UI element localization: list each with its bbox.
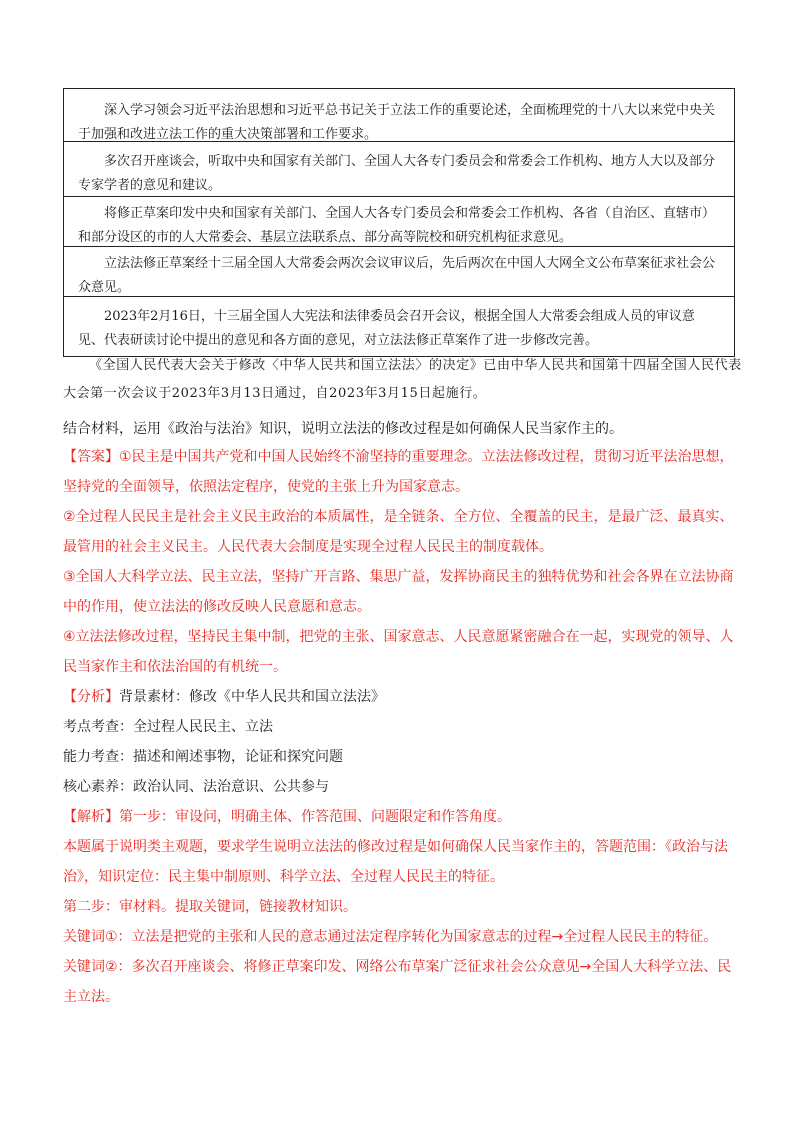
material-intro: 《全国人民代表大会关于修改〈中华人民共和国立法法〉的决定》已由中华人民共和国第十四届全国人民代表大会第一次会议于2023年3月13日通过，自2023年3月15日起施行。 [63, 358, 742, 401]
process-step: 立法法修正草案经十三届全国人大常委会两次会议审议后，先后两次在中国人大网全文公布草案征求社会公众意见。 [64, 247, 734, 297]
explanation-step1: 【解析】第一步：审设问，明确主体、作答范围、问题限定和作答角度。 [63, 809, 511, 825]
explanation-tag: 【解析】 [63, 809, 119, 825]
answer-point-3: ③全国人大科学立法、民主立法，坚持广开言路、集思广益，发挥协商民主的独特优势和社会各界在立法协商中的作用，使立法法的修改反映人民意愿和意志。 [63, 569, 734, 615]
analysis-ability: 能力考查：描述和阐述事物，论证和探究问题 [63, 749, 343, 765]
analysis-background: 【分析】背景素材：修改《中华人民共和国立法法》 [63, 689, 385, 705]
explanation-keyword-1: 关键词①：立法是把党的主张和人民的意志通过法定程序转化为国家意志的过程→全过程人民民主的特征。 [63, 929, 718, 945]
explanation-step2: 第二步：审材料。提取关键词，链接教材知识。 [63, 899, 357, 915]
answer-tag: 【答案】 [63, 449, 119, 465]
analysis-exam-points: 考点考查：全过程人民民主、立法 [63, 719, 273, 735]
analysis-literacy: 核心素养：政治认同、法治意识、公共参与 [63, 779, 329, 795]
answer-analysis-block [63, 442, 743, 1012]
process-step: 将修正草案印发中央和国家有关部门、全国人大各专门委员会和常委会工作机构、各省（自治区、直辖市）和部分设区的市的人大常委会、基层立法联系点、部分高等院校和研究机构征求意见。 [64, 197, 734, 247]
explanation-step1-detail: 本题属于说明类主观题，要求学生说明立法法的修改过程是如何确保人民当家作主的，答题范围：《政治与法治》，知识定位：民主集中制原则、科学立法、全过程人民民主的特征。 [63, 839, 728, 885]
explanation-keyword-2: 关键词②：多次召开座谈会、将修正草案印发、网络公布草案广泛征求社会公众意见→全国人大科学立法、民主立法。 [63, 959, 732, 1005]
process-step: 2023年2月16日，十三届全国人大宪法和法律委员会召开会议，根据全国人大常委会组成人员的审议意见、代表研读讨论中提出的意见和各方面的意见，对立法法修正草案作了进一步修改完善。 [78, 309, 695, 348]
answer-point-4: ④立法法修改过程，坚持民主集中制，把党的主张、国家意志、人民意愿紧密融合在一起，实现党的领导、人民当家作主和依法治国的有机统一。 [63, 629, 734, 675]
analysis-tag: 【分析】 [63, 689, 119, 705]
process-step: 多次召开座谈会，听取中央和国家有关部门、全国人大各专门委员会和常委会工作机构、地方人大以及部分专家学者的意见和建议。 [64, 142, 734, 197]
answer-point-1: 【答案】①民主是中国共产党和中国人民始终不渝坚持的重要理念。立法法修改过程，贯彻习近平法治思想，坚持党的全面领导，依照法定程序，使党的主张上升为国家意志。 [63, 449, 734, 495]
legislative-process-table [63, 88, 735, 357]
process-step: 深入学习领会习近平法治思想和习近平总书记关于立法工作的重要论述，全面梳理党的十八大以来党中央关于加强和改进立法工作的重大决策部署和工作要求。 [64, 89, 734, 142]
question-text: 结合材料，运用《政治与法治》知识，说明立法法的修改过程是如何确保人民当家作主的。 [63, 421, 623, 437]
answer-point-2: ②全过程人民民主是社会主义民主政治的本质属性，是全链条、全方位、全覆盖的民主，是最广泛、最真实、最管用的社会主义民主。人民代表大会制度是实现全过程人民民主的制度载体。 [63, 509, 734, 555]
